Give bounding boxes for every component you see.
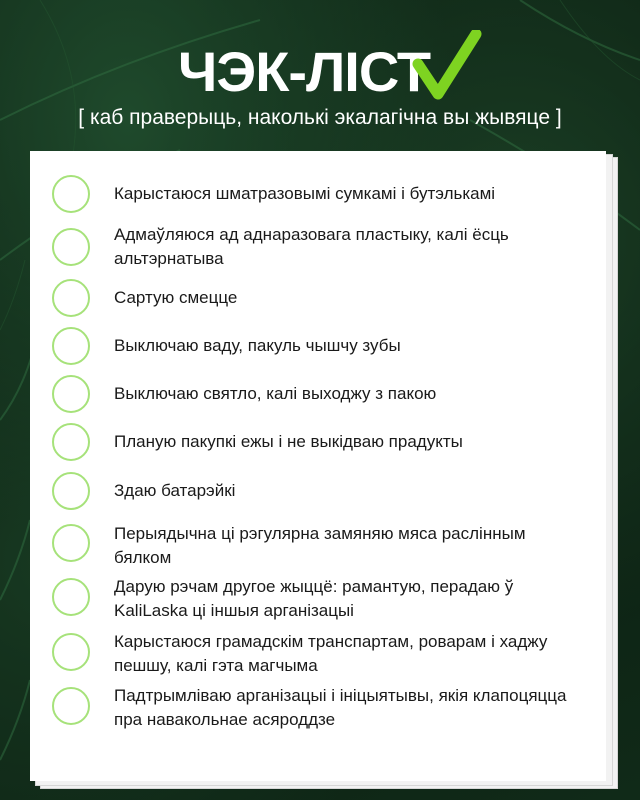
checkbox-circle[interactable] bbox=[52, 687, 90, 725]
checklist-item-label: Адмаўляюся ад аднаразовага пластыку, калі ёсць альтэрнатыва bbox=[114, 225, 509, 268]
checkbox-circle[interactable] bbox=[52, 633, 90, 671]
checklist-item[interactable] bbox=[30, 578, 606, 626]
checkbox-circle[interactable] bbox=[52, 279, 90, 317]
page-subtitle: [ каб праверыць, наколькі экалагічна вы жывяце ] bbox=[78, 106, 562, 129]
checklist-item-label: Карыстаюся шматразовымі сумкамі і бутэлькамі bbox=[114, 184, 496, 203]
checklist-item-label: Планую пакупкі ежы і не выкідваю прадукты bbox=[114, 432, 463, 451]
checklist-item[interactable] bbox=[30, 279, 606, 319]
header bbox=[0, 30, 640, 110]
checkbox-circle[interactable] bbox=[52, 578, 90, 616]
checklist-item-label: Выключаю святло, калі выходжу з пакою bbox=[114, 384, 437, 403]
checklist-item-label: Здаю батарэйкі bbox=[114, 481, 236, 500]
checkbox-circle[interactable] bbox=[52, 423, 90, 461]
checkbox-circle[interactable] bbox=[52, 327, 90, 365]
checklist-item[interactable] bbox=[30, 225, 606, 273]
checklist-item[interactable] bbox=[30, 633, 606, 681]
checklist-item-label: Перыядычна ці рэгулярна замяняю мяса раслінным бялком bbox=[114, 524, 526, 567]
checkbox-circle[interactable] bbox=[52, 228, 90, 266]
checklist-item-label: Сартую смецце bbox=[114, 288, 238, 307]
checklist-item[interactable] bbox=[30, 175, 606, 215]
checklist-item[interactable] bbox=[30, 327, 606, 367]
checklist-item[interactable] bbox=[30, 524, 606, 572]
checkbox-circle[interactable] bbox=[52, 524, 90, 562]
checklist-item[interactable] bbox=[30, 472, 606, 512]
checklist-item-label: Карыстаюся грамадскім транспартам, роварам і хаджу пешшу, калі гэта магчыма bbox=[114, 632, 548, 675]
checkbox-circle[interactable] bbox=[52, 472, 90, 510]
checklist-item[interactable] bbox=[30, 423, 606, 463]
checkbox-circle[interactable] bbox=[52, 375, 90, 413]
checklist-item-label: Дарую рэчам другое жыццё: рамантую, перадаю ў KaliLaska ці іншыя арганізацыі bbox=[114, 577, 514, 620]
checklist-item-label: Падтрымліваю арганізацыі і ініцыятывы, якія клапоцяцца пра навакольнае асяроддзе bbox=[114, 686, 567, 729]
checkmark-icon bbox=[412, 30, 482, 106]
checklist-item[interactable] bbox=[30, 687, 606, 735]
checklist-card bbox=[30, 151, 606, 781]
checkbox-circle[interactable] bbox=[52, 175, 90, 213]
checklist-item[interactable] bbox=[30, 375, 606, 415]
page-title: ЧЭК-ЛІСТ bbox=[178, 40, 431, 103]
checklist-item-label: Выключаю ваду, пакуль чышчу зубы bbox=[114, 336, 401, 355]
